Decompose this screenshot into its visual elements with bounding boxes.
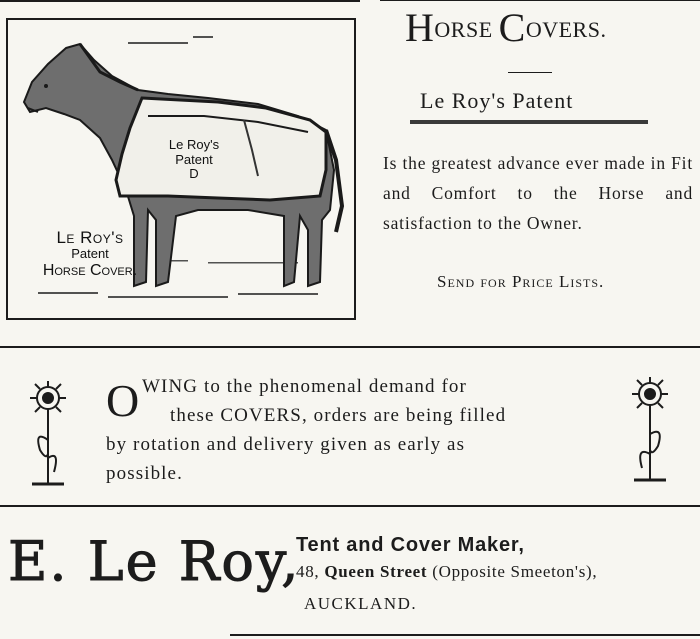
bottom-rule — [230, 634, 700, 636]
address-number: 48, — [296, 562, 320, 581]
title-initial-c: C — [498, 5, 526, 50]
price-list-cta: Send for Price Lists. — [437, 272, 605, 291]
section-rule-2 — [0, 505, 700, 507]
caption-line2: Patent — [71, 246, 109, 262]
title-initial-h: H — [405, 5, 435, 50]
title-divider — [508, 72, 552, 73]
subheading: Le Roy's Patent — [420, 88, 574, 113]
notice-drop-cap: O — [106, 375, 141, 426]
address-note: (Opposite Smeeton's), — [432, 562, 598, 581]
top-rule-left — [0, 0, 360, 2]
illustration-caption — [20, 228, 160, 279]
cover-label — [146, 138, 242, 182]
subheading-underline — [410, 120, 648, 124]
notice-line-2: these COVERS, orders are being filled — [170, 405, 507, 426]
maker-address — [296, 562, 597, 582]
top-rule-right — [380, 0, 700, 1]
flower-ornament-right-icon — [620, 376, 676, 488]
notice-line-3: by rotation and delivery given as early as — [106, 434, 466, 455]
caption-line3: Horse Cover. — [42, 261, 138, 279]
product-description: Is the greatest advance ever made in Fit and Comfort to the Horse and satisfaction to the Owner. — [383, 153, 693, 233]
cover-label-mark: D — [189, 166, 199, 182]
address-street: Queen Street — [324, 562, 428, 581]
notice-line-4: possible. — [106, 463, 183, 484]
maker-city: AUCKLAND. — [304, 594, 418, 613]
demand-notice — [106, 372, 596, 488]
cover-label-line2: Patent — [175, 151, 213, 167]
cover-label-line1: Le Roy's — [168, 137, 220, 152]
horse-illustration-panel — [6, 18, 356, 320]
title-word-1: ORSE — [434, 17, 493, 42]
title-word-2: OVERS. — [525, 17, 607, 42]
flower-ornament-left-icon — [24, 380, 80, 492]
maker-name: E. Le Roy, — [8, 530, 301, 593]
notice-line-1: WING to the phenomenal demand for — [142, 376, 467, 397]
maker-trade: Tent and Cover Maker, — [296, 534, 525, 556]
section-rule-1 — [0, 346, 700, 348]
caption-line1: Le Roy's — [56, 228, 124, 247]
page-title — [405, 5, 675, 50]
